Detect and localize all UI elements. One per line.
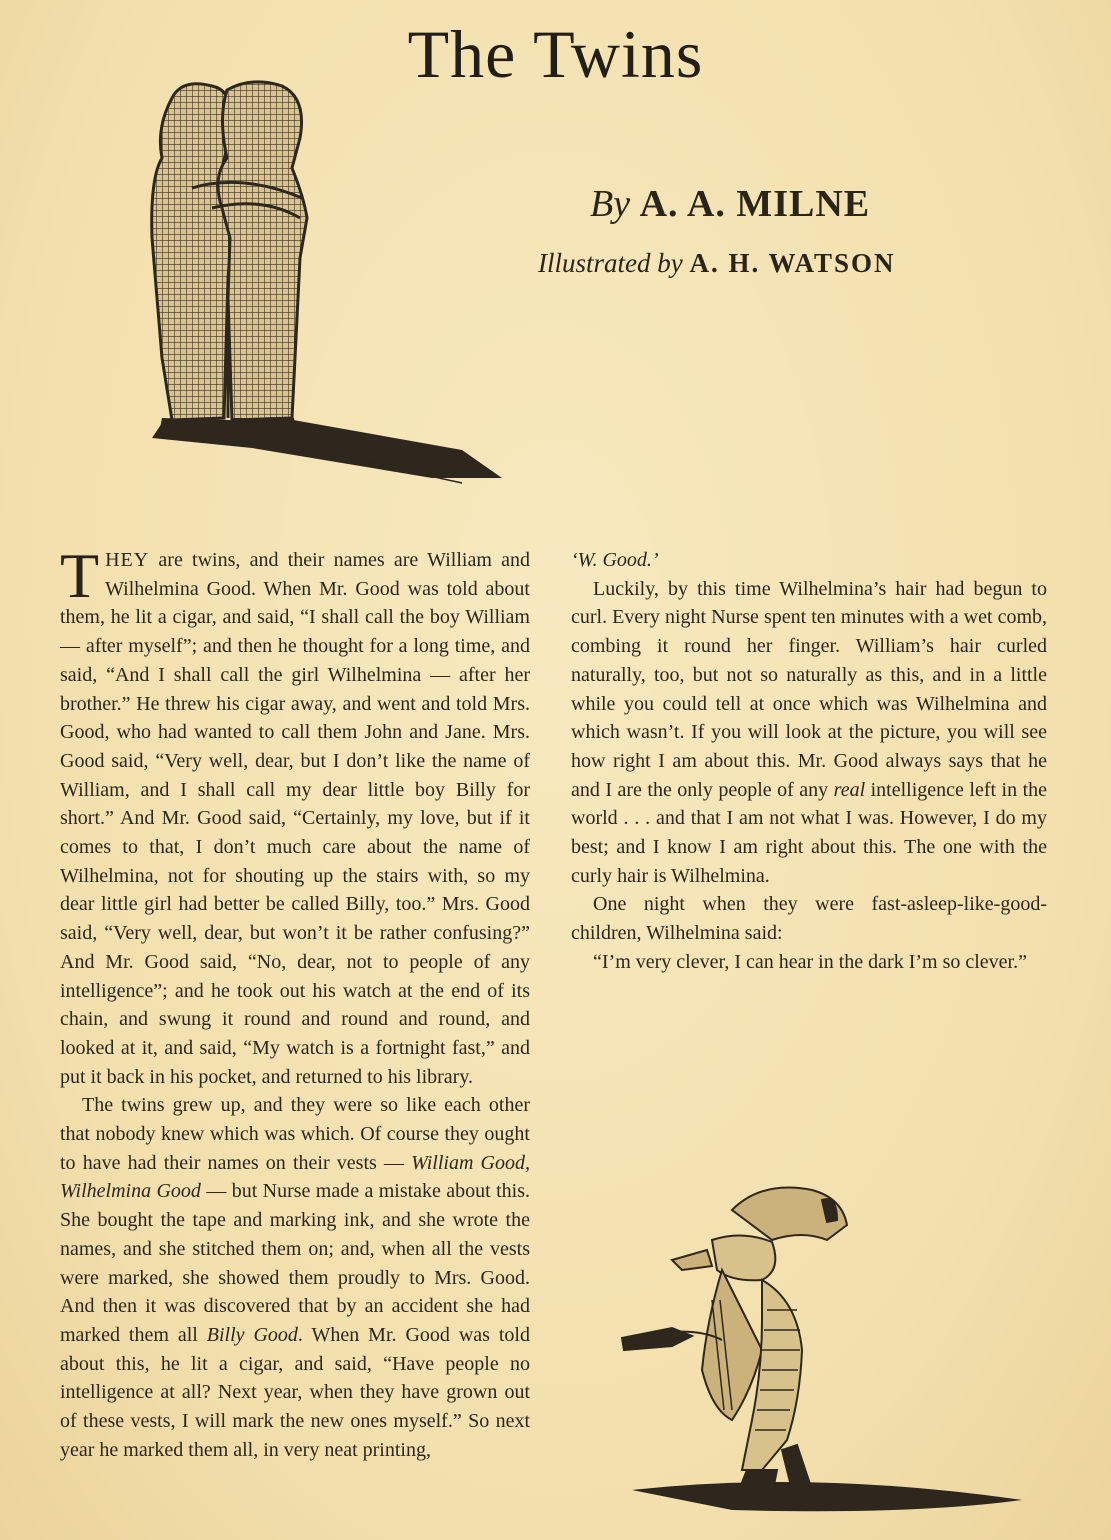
paragraph-2-text-b: — but Nurse made a mistake about this. She bought the tape and marking ink, and she wrote the names, and she stitched them on; and, when all the vests were marked, she showed them proudly to Mrs. Good. And then it was discovered that by an accident she had marked them all xyxy=(60,1180,531,1346)
paragraph-2-text-c: . When Mr. Good was told about this, he lit a cigar, and said, “Have people no intelligence at all? Next year, when they have grown out of these vests, I will mark the new ones myself.” So next year he marked them all, in very neat printing, xyxy=(60,1323,530,1461)
paragraph-3 xyxy=(571,575,1047,891)
paragraph-2 xyxy=(60,1091,530,1464)
w-good: ‘W. Good.’ xyxy=(571,549,659,571)
twins-hugging-illustration xyxy=(132,78,507,498)
paragraph-4: One night when they were fast-asleep-like-good-children, Wilhelmina said: xyxy=(571,893,1047,945)
paragraph-2-text-a: The twins grew up, and they were so like each other that nobody knew which was which. Of course they ought to have had their names on their vests — xyxy=(60,1094,530,1174)
illustrator-credit xyxy=(538,248,896,279)
paragraph-3-text-a: Luckily, by this time Wilhelmina’s hair had begun to curl. Every night Nurse spent ten minutes with a wet comb, combing it round her finger. William’s hair curled naturally, too, but not so naturally as this, and in a little while you could tell at once which was Wilhelmina and which wasn’t. If you will look at the picture, you will see how right I am about this. Mr. Good always says that he and I are the only people of any xyxy=(571,577,1047,801)
author-name: A. A. MILNE xyxy=(639,183,871,225)
paragraph-1-text: are twins, and their names are William and Wilhelmina Good. When Mr. Good was told about them, he lit a cigar, and said, “I shall call the boy William — after myself”; and then he thought for a long time, and said, “And I shall call the girl Wilhelmina — after her brother.” He threw his cigar away, and went and told Mrs. Good, who had wanted to call them John and Jane. Mrs. Good said, “Very well, dear, but I don’t like the name of William, and I shall call my dear little boy Billy for short.” And Mr. Good said, “Certainly, my love, but if it comes to that, I don’t much care about the name of Wilhelmina, not for shouting up the stairs with, so my dear little girl had better be called Billy, too.” Mrs. Good said, “Very well, dear, but won’t it be rather confusing?” And Mr. Good said, “No, dear, not to people of any intelligence”; and he took out his watch at the end of its chain, and swung it round and round and round, and looked at it, and said, “My watch is a fortnight fast,” and put it back in his pocket, and returned to his library. xyxy=(60,549,530,1088)
byline-by: By xyxy=(590,183,631,225)
paragraph-5: “I’m very clever, I can hear in the dark I’m so clever.” xyxy=(593,950,1027,973)
story-title: The Twins xyxy=(407,16,704,92)
drop-cap: T xyxy=(60,540,100,611)
paragraph-2-continued xyxy=(571,546,1047,575)
first-word: HEY xyxy=(105,549,150,571)
illustrator-name: A. H. WATSON xyxy=(689,248,896,278)
real-word: real xyxy=(833,778,866,801)
vest-names: William Good, Wilhelmina Good xyxy=(60,1151,530,1203)
paragraph-3-text-b: intelligence left in the world . . . and that I am not what I was. However, I do my best; and I know I am right about this. The one with the curly hair is Wilhelmina. xyxy=(571,778,1047,887)
hooded-figure-illustration xyxy=(612,1170,1032,1530)
story-column-left xyxy=(60,540,531,1465)
illustrator-label: Illustrated by xyxy=(538,248,683,278)
byline xyxy=(590,182,870,226)
paragraph-1 xyxy=(60,540,530,1091)
billy-good: Billy Good xyxy=(206,1323,298,1346)
story-column-right xyxy=(571,546,1047,977)
